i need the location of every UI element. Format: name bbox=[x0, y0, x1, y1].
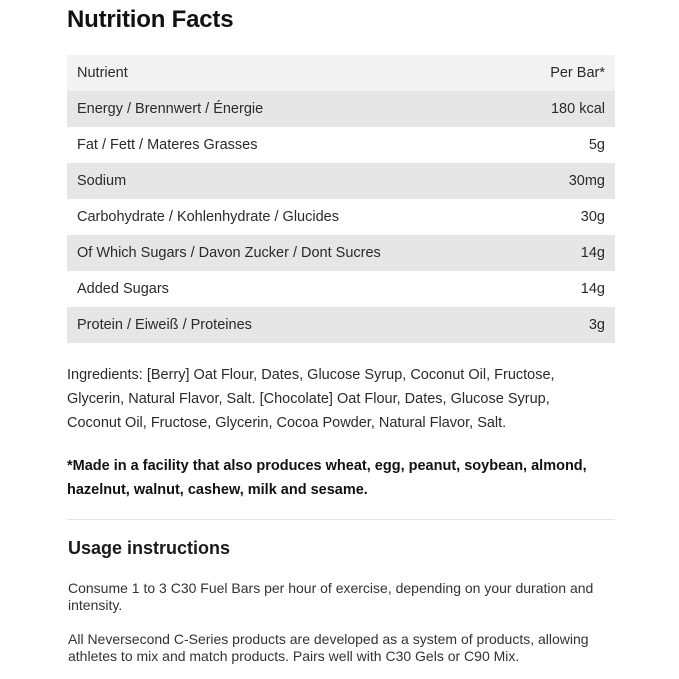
berry-ingredients: Oat Flour, Dates, Glucose Syrup, Coconut Oil, Fructose, Glycerin, Natural Flavor, Salt. bbox=[67, 367, 555, 407]
chocolate-label: [Chocolate] bbox=[259, 391, 333, 407]
nutrient-value: 30g bbox=[512, 199, 615, 235]
nutrient-name: Sodium bbox=[67, 163, 512, 199]
ingredients-prefix: Ingredients: bbox=[67, 367, 147, 383]
table-row bbox=[67, 307, 615, 343]
table-row bbox=[67, 163, 615, 199]
chocolate-ingredients: Oat Flour, Dates, Glucose Syrup, Coconut Oil, Fructose, Glycerin, Cocoa Powder, Natural Flavor, Salt. bbox=[67, 391, 550, 431]
nutrient-name: Added Sugars bbox=[67, 271, 512, 307]
table-row bbox=[67, 199, 615, 235]
column-header-nutrient: Nutrient bbox=[67, 55, 512, 91]
page-title: Nutrition Facts bbox=[67, 6, 234, 33]
usage-paragraph-1: Consume 1 to 3 C30 Fuel Bars per hour of exercise, depending on your duration and intensity. bbox=[68, 580, 594, 613]
nutrient-value: 30mg bbox=[512, 163, 615, 199]
section-divider bbox=[67, 519, 615, 520]
usage-paragraph-2: All Neversecond C-Series products are developed as a system of products, allowing athletes to mix and match products. Pairs well with C30 Gels or C90 Mix. bbox=[68, 631, 589, 664]
allergen-notice: *Made in a facility that also produces wheat, egg, peanut, soybean, almond, hazelnut, walnut, cashew, milk and sesame. bbox=[67, 458, 587, 498]
nutrient-value: 5g bbox=[512, 127, 615, 163]
usage-heading: Usage instructions bbox=[68, 538, 231, 558]
nutrition-table bbox=[67, 55, 615, 343]
nutrient-name: Protein / Eiweiß / Proteines bbox=[67, 307, 512, 343]
nutrient-value: 180 kcal bbox=[512, 91, 615, 127]
nutrient-name: Fat / Fett / Materes Grasses bbox=[67, 127, 512, 163]
nutrient-value: 14g bbox=[512, 235, 615, 271]
nutrient-name: Carbohydrate / Kohlenhydrate / Glucides bbox=[67, 199, 512, 235]
nutrient-name: Of Which Sugars / Davon Zucker / Dont Sucres bbox=[67, 235, 512, 271]
nutrient-value: 3g bbox=[512, 307, 615, 343]
ingredients-text bbox=[67, 363, 587, 435]
table-row bbox=[67, 271, 615, 307]
nutrient-value: 14g bbox=[512, 271, 615, 307]
nutrient-name: Energy / Brennwert / Énergie bbox=[67, 91, 512, 127]
table-row bbox=[67, 127, 615, 163]
table-header-row bbox=[67, 55, 615, 91]
column-header-per-bar: Per Bar* bbox=[512, 55, 615, 91]
table-row bbox=[67, 235, 615, 271]
table-row bbox=[67, 91, 615, 127]
berry-label: [Berry] bbox=[146, 367, 190, 383]
